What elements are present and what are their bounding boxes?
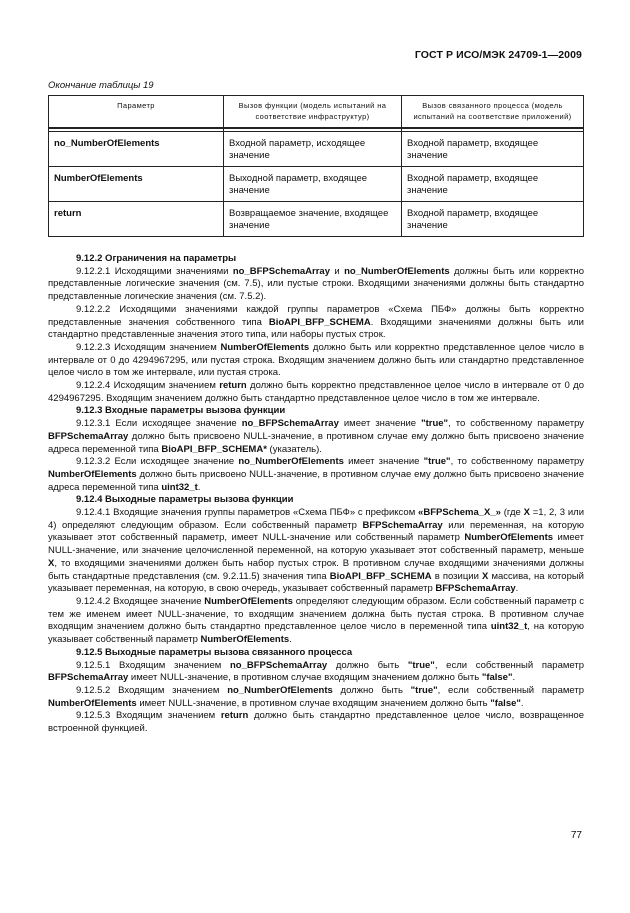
col-header-function-call: Вызов функции (модель испытаний на соответствие инфраструктур) xyxy=(224,96,402,129)
paragraph-9-12-5-1: 9.12.5.1 Входящим значением no_BFPSchemaArray должно быть "true", если собственный параметр BFPSchemaArray имеет NULL-значение, в противном случае входящим значением должно быть "false". xyxy=(48,659,584,684)
paragraph-9-12-2-3: 9.12.2.3 Исходящим значением NumberOfElements должно быть или корректно представленное целое число в интервале от 0 до 4294967295, или пустая строка. Входящим значением должно быть или стандартно представленное целое число в том же интервале, или пустая строка. xyxy=(48,341,584,379)
function-call-cell: Входной параметр, исходящее значение xyxy=(224,132,402,167)
paragraph-9-12-4-1: 9.12.4.1 Входящие значения группы параметров «Схема ПБФ» с префиксом «BFPSchema_X_» (где X =1, 2, 3 или 4) определяют следующим образом. Если собственный параметр BFPSchemaArray или переменная, на которую указывает этот собственный параметр, имеет NULL-значение или собственный параметр NumberOfElements имеет NULL-значение, или значение целочисленной переменной, на которую указывает этот собственный параметр, меньше X, то входящими значениями должен быть набор пустых строк. В противном случае входящими значениями должны быть стандартные представления (см. 9.2.11.5) значения типа BioAPI_BFP_SCHEMA в позиции X массива, на который указывает переменная, на которую, в свою очередь, указывает собственный параметр BFPSchemaArray. xyxy=(48,507,584,595)
process-call-cell: Входной параметр, входящее значение xyxy=(402,167,584,202)
heading-9-12-3: 9.12.3 Входные параметры вызова функции xyxy=(76,405,286,417)
parameters-table xyxy=(48,95,584,237)
paragraph-9-12-5-2: 9.12.5.2 Входящим значением no_NumberOfElements должно быть "true", если собственный параметр NumberOfElements имеет NULL-значение, в противном случае входящим значением должно быть "false". xyxy=(48,684,584,709)
paragraph-9-12-3-1: 9.12.3.1 Если исходящее значение no_BFPSchemaArray имеет значение "true", то собственному параметру BFPSchemaArray должно быть присвоено NULL-значение, в противном случае ему должно быть присвоено значение адреса переменной типа BioAPI_BFP_SCHEMA* (указатель). xyxy=(48,418,584,455)
process-call-cell: Входной параметр, входящее значение xyxy=(402,132,584,167)
heading-9-12-5: 9.12.5 Выходные параметры вызова связанного процесса xyxy=(76,646,353,658)
document-header: ГОСТ Р ИСО/МЭК 24709-1—2009 xyxy=(414,49,582,61)
col-header-process-call: Вызов связанного процесса (модель испытаний на соответствие приложений) xyxy=(402,96,584,129)
paragraph-9-12-4-2: 9.12.4.2 Входящее значение NumberOfElements определяют следующим образом. Если собственный параметр с тем же именем имеет NULL-значение, то входящим значением должна быть пустая строка. В противном случае входящим значением должно быть стандартно представленное целое число в переменной типа uint32_t, на которую указывает собственный параметр NumberOfElements. xyxy=(48,595,584,646)
heading-9-12-2: 9.12.2 Ограничения на параметры xyxy=(76,253,237,264)
paragraph-9-12-3-2: 9.12.3.2 Если исходящее значение no_NumberOfElements имеет значение "true", то собственному параметру NumberOfElements должно быть присвоено NULL-значение, в противном случае ему должно быть присвоено значение адреса переменной типа uint32_t. xyxy=(48,456,584,493)
table-header-row xyxy=(49,96,584,129)
col-header-parameter: Параметр xyxy=(49,96,224,129)
function-call-cell: Выходной параметр, входящее значение xyxy=(224,167,402,202)
param-name: return xyxy=(49,202,224,237)
table-row xyxy=(49,132,584,167)
paragraph-9-12-2-4: 9.12.2.4 Исходящим значением return должно быть корректно представленное целое число в интервале от 0 до 4294967295. Входящим значением должно быть стандартно представленное целое число в том же интервале. xyxy=(48,380,584,404)
function-call-cell: Возвращаемое значение, входящее значение xyxy=(224,202,402,237)
paragraph-9-12-2-2: 9.12.2.2 Исходящими значениями каждой группы параметров «Схема ПБФ» должны быть корректно представленные значения собственного типа BioAPI_BFP_SCHEMA. Входящими значениями должны быть или стандартно представленные значения этого типа, или наборы пустых строк. xyxy=(48,303,584,341)
heading-9-12-4: 9.12.4 Выходные параметры вызова функции xyxy=(76,494,294,506)
page-number: 77 xyxy=(570,830,582,841)
table-row xyxy=(49,167,584,202)
process-call-cell: Входной параметр, входящее значение xyxy=(402,202,584,237)
param-name: no_NumberOfElements xyxy=(49,132,224,167)
table-row xyxy=(49,202,584,237)
paragraph-9-12-5-3: 9.12.5.3 Входящим значением return должно быть стандартно представленное целое число, возвращенное встроенной функцией. xyxy=(48,710,584,735)
section-body xyxy=(48,253,584,736)
table-caption: Окончание таблицы 19 xyxy=(48,80,154,91)
param-name: NumberOfElements xyxy=(49,167,224,202)
paragraph-9-12-2-1: 9.12.2.1 Исходящими значениями no_BFPSchemaArray и no_NumberOfElements должны быть или корректно представленные логические значения (см. 7.5), или пустые строки. Входящими значениями должны быть стандартно представленные логические значения (см. 7.5.2). xyxy=(48,265,584,303)
